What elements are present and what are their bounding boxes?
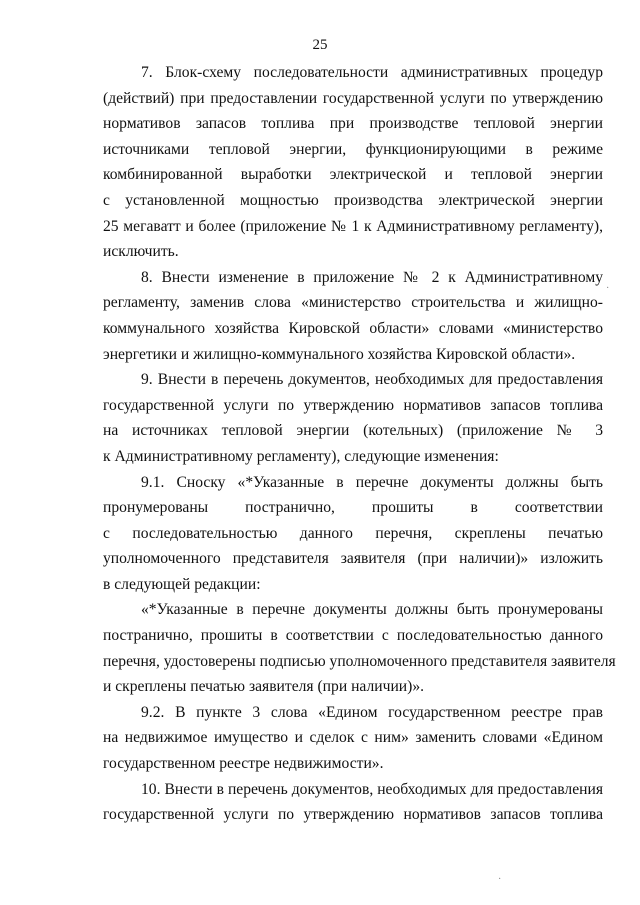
paragraph-10 [103,777,603,828]
paragraph-quote [103,597,616,699]
text-line: нормативов запасов топлива при производстве тепловой энергии [103,115,603,133]
text-line: с последовательностью данного перечня, скреплены печатью [103,524,603,542]
document-body [103,60,616,828]
paragraph-9-2 [103,700,603,777]
text-line: уполномоченного представителя заявителя (при наличии)» изложить [103,550,603,568]
text-line: 10. Внести в перечень документов, необходимых для предоставления [141,780,603,798]
scan-speck: · [498,874,502,885]
text-line: 9.1. Сноску «*Указанные в перечне документы должны быть [141,473,603,491]
text-line: 9.2. В пункте 3 слова «Едином государственном реестре прав [141,703,603,721]
text-line: коммунального хозяйства Кировской области» словами «министерство [103,319,603,337]
text-line: комбинированной выработки электрической и тепловой энергии [103,166,603,184]
text-line: 8. Внести изменение в приложение № 2 к Административному [141,268,603,286]
text-line: на недвижимое имущество и сделок с ним» заменить словами «Едином [103,729,603,747]
text-line: и скреплены печатью заявителя (при наличии)». [103,678,425,696]
text-line: государственной услуги по утверждению нормативов запасов топлива [103,396,603,414]
text-line: в следующей редакции: [103,575,261,593]
text-line: регламенту, заменив слова «министерство строительства и жилищно- [103,294,603,312]
text-line: (действий) при предоставлении государственной услуги по утверждению [103,89,603,107]
text-line: энергетики и жилищно-коммунального хозяйства Кировской области». [103,345,576,363]
text-line: 7. Блок-схему последовательности административных процедур [141,64,603,81]
paragraph-9-1 [103,470,603,598]
text-line: «*Указанные в перечне документы должны быть пронумерованы [141,601,603,619]
paragraph-7 [103,60,603,265]
text-line: к Административному регламенту), следующие изменения: [103,447,499,465]
paragraph-9 [103,367,603,469]
text-line: пронумерованы постранично, прошиты в соответствии [103,499,603,517]
text-line: на источниках тепловой энергии (котельных) (приложение № 3 [103,422,603,440]
scan-speck: · [606,283,610,294]
text-line: с установленной мощностью производства электрической энергии [103,191,603,209]
text-line: 25 мегаватт и более (приложение № 1 к Административному регламенту), [103,217,603,235]
text-line: постранично, прошиты в соответствии с последовательностью данного [103,627,603,645]
text-line: исключить. [103,243,179,261]
text-line: государственном реестре недвижимости». [103,755,384,773]
paragraph-8 [103,265,603,367]
text-line: государственной услуги по утверждению нормативов запасов топлива [103,806,603,824]
page-number: 25 [312,37,328,53]
text-line: 9. Внести в перечень документов, необходимых для предоставления [141,371,603,389]
text-line: перечня, удостоверены подписью уполномоченного представителя заявителя [103,652,616,670]
text-line: источниками тепловой энергии, функционирующими в режиме [103,140,603,158]
